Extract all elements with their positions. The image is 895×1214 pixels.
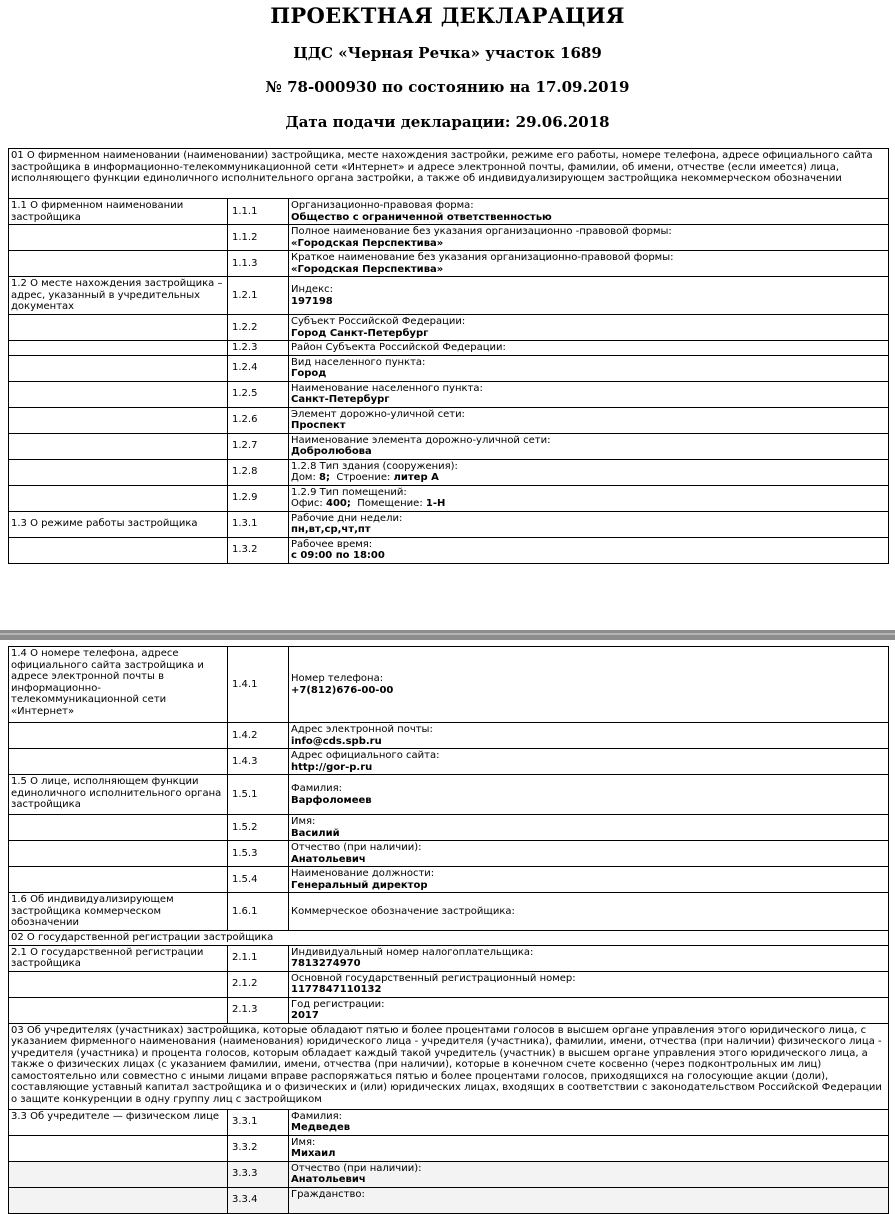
value-cell [289, 1161, 889, 1187]
field-label: Наименование населенного пункта: [291, 382, 483, 394]
group-cell [9, 381, 228, 407]
field-label: Гражданство: [291, 1188, 365, 1200]
code-cell: 1.1.2 [228, 225, 289, 251]
group-cell [9, 723, 228, 749]
group-cell [9, 341, 228, 356]
table-row [9, 997, 889, 1023]
table-row [9, 341, 889, 356]
group-cell [9, 749, 228, 775]
field-label: Адрес электронной почты: [291, 724, 433, 735]
table-row [9, 815, 889, 841]
field-label: Коммерческое обозначение застройщика: [291, 905, 515, 917]
building-detail [291, 472, 886, 484]
declaration-table-page2 [8, 646, 889, 1214]
code-cell: 1.2.4 [228, 355, 289, 381]
house-value: 8; [319, 472, 330, 483]
house-label: Дом: [291, 472, 316, 483]
field-label: 1.2.9 Тип помещений: [291, 486, 407, 498]
value-cell [289, 251, 889, 277]
room-value: 1-Н [425, 498, 446, 509]
value-cell [289, 485, 889, 511]
group-cell [9, 459, 228, 485]
code-cell: 1.1.3 [228, 251, 289, 277]
page-break [0, 630, 895, 640]
structure-label: Строение: [336, 472, 391, 483]
section-03-header: 03 Об учредителях (участниках) застройщика, которые обладают пятью и более процентами голосов в высшем органе управления этого юридического лица, с указанием фирменного наименования (наименования) юридического лица - учредителя (участника), фамилии, имени, отчества (при наличии) физического лица - учредителя (участника) и процента голосов, которым обладает каждый такой учредитель (участник) в высшем органе управления этого юридического лица, а также о физических лицах (с указанием фамилии, имени, отчества (при наличии), которые в конечном счете косвенно (через подконтрольных им лиц) самостоятельно или совместно с иными лицами вправе распоряжаться пятью и более процентами голосов, приходящихся на голосующие акции (доли), составляющие уставный капитал застройщика и о физических и (или) юридических лицах, входящих в соответствии с законодательством Российской Федерации о защите конкуренции в одну группу лиц с застройщиком [9, 1023, 889, 1109]
field-label: Организационно-правовая форма: [291, 200, 474, 211]
group-cell: 1.6 Об индивидуализирующем застройщика коммерческом обозначении [9, 893, 228, 931]
field-value: Варфоломеев [291, 794, 372, 806]
value-cell [289, 537, 889, 563]
value-cell [289, 407, 889, 433]
value-cell [289, 749, 889, 775]
page-break-line [0, 633, 895, 635]
field-label: Рабочие дни недели: [291, 512, 403, 524]
field-label: Индекс: [291, 284, 333, 295]
table-row [9, 1109, 889, 1135]
group-cell [9, 997, 228, 1023]
value-cell [289, 1187, 889, 1213]
value-cell [289, 199, 889, 225]
section-02-header: 02 О государственной регистрации застройщика [9, 931, 889, 946]
group-cell [9, 315, 228, 341]
table-row [9, 433, 889, 459]
table-row [9, 459, 889, 485]
premises-detail [291, 498, 886, 510]
group-cell: 1.1 О фирменном наименовании застройщика [9, 199, 228, 225]
group-cell [9, 355, 228, 381]
code-cell: 3.3.3 [228, 1161, 289, 1187]
office-label: Офис: [291, 498, 323, 509]
table-row [9, 867, 889, 893]
code-cell: 3.3.1 [228, 1109, 289, 1135]
field-label: Фамилия: [291, 783, 343, 794]
section-01-header: 01 О фирменном наименовании (наименовании) застройщика, месте нахождения застройки, режиме его работы, номере телефона, адресе официального сайта застройщика в информационно-телекоммуникационной сети «Интернет» и адресе электронной почты, фамилии, об имени, отчестве (если имеется) лица, исполняющего функции единоличного исполнительного органа застройки, а также об индивидуализирующем застройщика некоммерческом обозначении [9, 149, 889, 199]
group-cell [9, 815, 228, 841]
group-cell [9, 971, 228, 997]
code-cell: 1.2.6 [228, 407, 289, 433]
table-row [9, 199, 889, 225]
field-value: «Городская Перспектива» [291, 237, 444, 249]
table-row [9, 355, 889, 381]
value-cell [289, 433, 889, 459]
group-cell: 3.3 Об учредителе — физическом лице [9, 1109, 228, 1135]
table-row [9, 225, 889, 251]
group-cell [9, 1187, 228, 1213]
field-value: 197198 [291, 295, 333, 307]
value-cell [289, 225, 889, 251]
structure-value: литер А [393, 472, 439, 483]
value-cell [289, 647, 889, 723]
field-label: Отчество (при наличии): [291, 842, 422, 853]
group-cell: 1.4 О номере телефона, адресе официального сайта застройщика и адресе электронной почты в информационно-телекоммуникационной сети «Интернет» [9, 647, 228, 723]
declaration-number: № 78-000930 по состоянию на 17.09.2019 [265, 78, 630, 96]
field-value: «Городская Перспектива» [291, 263, 444, 275]
table-row [9, 893, 889, 931]
code-cell: 1.2.5 [228, 381, 289, 407]
code-cell: 1.5.1 [228, 775, 289, 815]
value-cell [289, 971, 889, 997]
table-row [9, 723, 889, 749]
value-cell [289, 355, 889, 381]
field-value: Общество с ограниченной ответственностью [291, 211, 552, 223]
table-row [9, 485, 889, 511]
field-label: Район Субъекта Российской Федерации: [291, 342, 506, 353]
value-cell [289, 511, 889, 537]
field-value: http://gor-p.ru [291, 761, 373, 773]
table-row [9, 1135, 889, 1161]
field-value: Медведев [291, 1122, 351, 1133]
field-label: Отчество (при наличии): [291, 1162, 422, 1174]
code-cell: 1.2.2 [228, 315, 289, 341]
field-label: Рабочее время: [291, 538, 373, 550]
code-cell: 1.3.2 [228, 537, 289, 563]
group-cell [9, 841, 228, 867]
code-cell: 1.4.3 [228, 749, 289, 775]
field-value: 1177847110132 [291, 984, 382, 995]
code-cell: 1.2.1 [228, 277, 289, 315]
field-label: Индивидуальный номер налогоплательщика: [291, 946, 534, 958]
table-row [9, 1187, 889, 1213]
table-row [9, 537, 889, 563]
code-cell: 1.4.2 [228, 723, 289, 749]
field-label: Год регистрации: [291, 998, 385, 1010]
code-cell: 1.5.4 [228, 867, 289, 893]
field-value: пн,вт,ср,чт,пт [291, 524, 371, 535]
field-label: Номер телефона: [291, 673, 384, 684]
field-label: Наименование элемента дорожно-уличной сети: [291, 434, 551, 446]
group-cell [9, 485, 228, 511]
table-row [9, 775, 889, 815]
code-cell: 1.2.9 [228, 485, 289, 511]
group-cell [9, 867, 228, 893]
group-cell: 1.3 О режиме работы застройщика [9, 511, 228, 537]
field-value: 2017 [291, 1010, 319, 1021]
value-cell [289, 723, 889, 749]
code-cell: 1.5.3 [228, 841, 289, 867]
group-cell [9, 407, 228, 433]
code-cell: 1.4.1 [228, 647, 289, 723]
document-title: ПРОЕКТНАЯ ДЕКЛАРАЦИЯ [270, 3, 625, 28]
field-value: info@cds.spb.ru [291, 735, 382, 747]
field-label: Адрес официального сайта: [291, 750, 440, 761]
table-row [9, 511, 889, 537]
field-label: Наименование должности: [291, 868, 435, 879]
table-row [9, 647, 889, 723]
value-cell [289, 381, 889, 407]
declaration-table-page1 [8, 148, 889, 564]
field-label: Вид населенного пункта: [291, 356, 426, 368]
office-value: 400; [325, 498, 351, 509]
field-label: 1.2.8 Тип здания (сооружения): [291, 460, 458, 472]
room-label: Помещение: [357, 498, 423, 509]
table-row [9, 381, 889, 407]
value-cell [289, 945, 889, 971]
field-value: 7813274970 [291, 958, 361, 969]
code-cell: 2.1.2 [228, 971, 289, 997]
group-cell [9, 225, 228, 251]
field-value: Генеральный директор [291, 879, 428, 891]
value-cell [289, 341, 889, 356]
code-cell: 1.5.2 [228, 815, 289, 841]
value-cell [289, 1135, 889, 1161]
submission-date: Дата подачи декларации: 29.06.2018 [285, 113, 610, 131]
code-cell: 1.2.3 [228, 341, 289, 356]
table-row [9, 1161, 889, 1187]
field-value: Санкт-Петербург [291, 394, 390, 405]
table-row [9, 945, 889, 971]
value-cell [289, 997, 889, 1023]
code-cell: 1.6.1 [228, 893, 289, 931]
table-row [9, 315, 889, 341]
field-value: Добролюбова [291, 446, 372, 457]
field-label: Полное наименование без указания организационно -правовой формы: [291, 226, 672, 237]
group-cell: 1.5 О лице, исполняющем функции единоличного исполнительного органа застройщика [9, 775, 228, 815]
field-value: Город Санкт-Петербург [291, 327, 429, 339]
code-cell: 2.1.3 [228, 997, 289, 1023]
field-label: Фамилия: [291, 1110, 343, 1122]
table-row [9, 277, 889, 315]
code-cell: 1.1.1 [228, 199, 289, 225]
value-cell [289, 459, 889, 485]
group-cell [9, 251, 228, 277]
value-cell [289, 815, 889, 841]
field-label: Имя: [291, 1136, 316, 1148]
value-cell [289, 277, 889, 315]
field-value: Михаил [291, 1148, 336, 1159]
code-cell: 2.1.1 [228, 945, 289, 971]
field-label: Субъект Российской Федерации: [291, 316, 466, 327]
table-row [9, 251, 889, 277]
field-label: Основной государственный регистрационный номер: [291, 972, 576, 984]
field-value: Город [291, 368, 327, 379]
code-cell: 3.3.4 [228, 1187, 289, 1213]
field-value: Василий [291, 827, 340, 839]
field-value: +7(812)676-00-00 [291, 684, 394, 696]
value-cell [289, 841, 889, 867]
field-label: Краткое наименование без указания организационно-правовой формы: [291, 252, 674, 263]
group-cell [9, 1135, 228, 1161]
code-cell: 1.2.7 [228, 433, 289, 459]
group-cell [9, 433, 228, 459]
field-value: с 09:00 по 18:00 [291, 550, 385, 561]
field-value: Проспект [291, 420, 346, 431]
value-cell [289, 867, 889, 893]
group-cell [9, 1161, 228, 1187]
code-cell: 3.3.2 [228, 1135, 289, 1161]
value-cell [289, 775, 889, 815]
table-row [9, 971, 889, 997]
code-cell: 1.3.1 [228, 511, 289, 537]
table-row [9, 841, 889, 867]
value-cell [289, 1109, 889, 1135]
group-cell [9, 537, 228, 563]
group-cell: 2.1 О государственной регистрации застройщика [9, 945, 228, 971]
table-row [9, 407, 889, 433]
table-row [9, 749, 889, 775]
code-cell: 1.2.8 [228, 459, 289, 485]
value-cell [289, 893, 889, 931]
group-cell: 1.2 О месте нахождения застройщика – адрес, указанный в учредительных документах [9, 277, 228, 315]
field-value: Анатольевич [291, 853, 366, 865]
object-name: ЦДС «Черная Речка» участок 1689 [293, 44, 602, 62]
field-label: Элемент дорожно-уличной сети: [291, 408, 465, 420]
field-value: Анатольевич [291, 1174, 366, 1185]
field-label: Имя: [291, 816, 316, 827]
value-cell [289, 315, 889, 341]
